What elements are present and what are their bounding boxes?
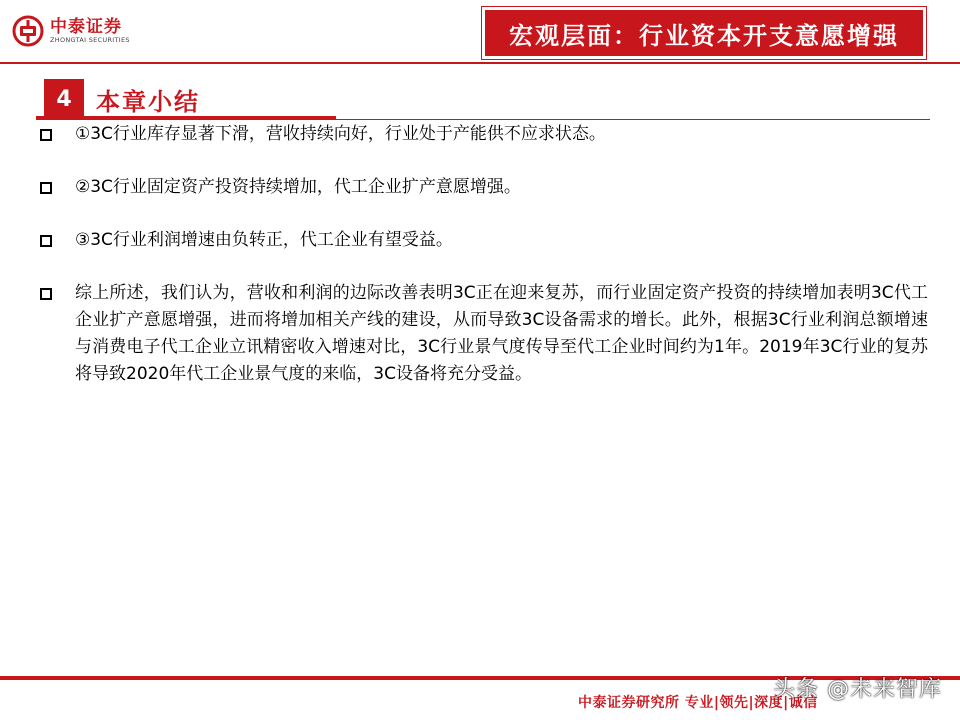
list-item (38, 121, 928, 148)
footer-slogan: 中泰证券研究所 专业|领先|深度|诚信 (578, 695, 818, 711)
list-item-text: 综上所述，我们认为，营收和利润的边际改善表明3C正在迎来复苏，而行业固定资产投资的持续增加表明3C代工企业扩产意愿增强，进而将增加相关产线的建设，从而导致3C设备需求的增长。此外，根据3C行业利润总额增速与消费电子代工企业立讯精密收入增速对比，3C行业景气度传导至代工企业时间约为1年。2019年3C行业的复苏将导致2020年代工企业景气度的来临，3C设备将充分受益。 (75, 283, 928, 384)
checkbox-bullet-icon (40, 129, 52, 141)
list-item (38, 174, 928, 201)
logo-mark-icon (12, 15, 44, 47)
list-item-text: ②3C行业固定资产投资持续增加，代工企业扩产意愿增强。 (75, 177, 521, 197)
header-divider (0, 62, 960, 64)
watermark: 头条 @未来智库 (773, 677, 942, 702)
company-logo (12, 12, 130, 50)
list-item (38, 227, 928, 254)
section-number-badge: 4 (44, 79, 84, 119)
section-title: 本章小结 (96, 87, 200, 116)
list-item-text: ①3C行业库存显著下滑，营收持续向好，行业处于产能供不应求状态。 (75, 124, 606, 144)
list-item-text: ③3C行业利润增速由负转正，代工企业有望受益。 (75, 230, 453, 250)
checkbox-bullet-icon (40, 182, 52, 194)
logo-name-en: ZHONGTAI SECURITIES (50, 35, 130, 44)
checkbox-bullet-icon (40, 235, 52, 247)
checkbox-bullet-icon (40, 288, 52, 300)
list-item (38, 280, 928, 388)
logo-name-cn: 中泰证券 (50, 16, 122, 37)
summary-list (38, 121, 928, 388)
section-divider (36, 119, 930, 120)
page-title: 宏观层面：行业资本开支意愿增强 (482, 7, 926, 59)
